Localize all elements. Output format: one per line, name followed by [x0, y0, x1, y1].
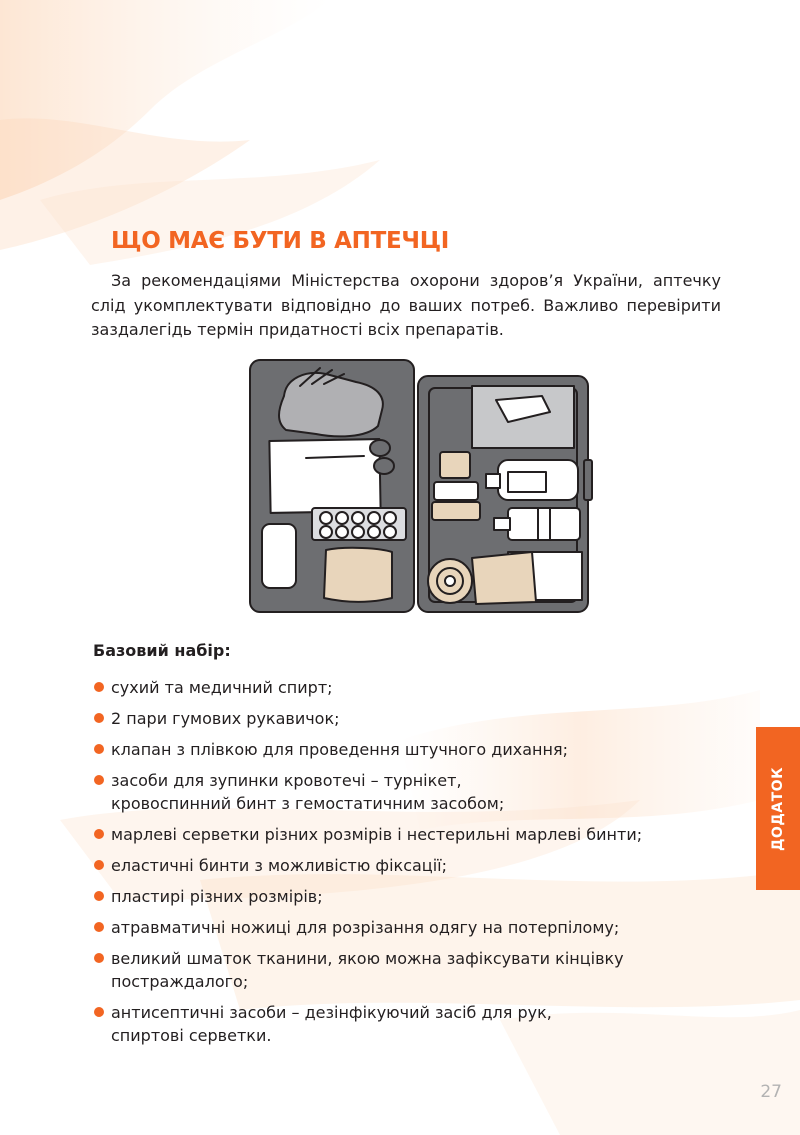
list-item [93, 947, 733, 993]
list-item-text: клапан з плівкою для проведення штучного дихання; [111, 740, 568, 759]
bullet-icon [94, 953, 104, 963]
list-item-text: великий шматок тканини, якою можна зафіксувати кінцівку [111, 949, 624, 968]
section-heading: ЩО МАЄ БУТИ В АПТЕЧЦІ [111, 228, 450, 254]
bullet-icon [94, 682, 104, 692]
list-item-text: кровоспинний бинт з гемостатичним засобом; [111, 794, 505, 813]
page-number: 27 [760, 1082, 782, 1102]
list-item [93, 885, 733, 908]
bullet-icon [94, 744, 104, 754]
bullet-icon [94, 713, 104, 723]
list-item-text: засоби для зупинки кровотечі – турнікет, [111, 771, 462, 790]
list-item-text: сухий та медичний спирт; [111, 678, 333, 697]
bullet-icon [94, 775, 104, 785]
list-item [93, 823, 733, 846]
bullet-icon [94, 891, 104, 901]
list-item-text: спиртові серветки. [111, 1026, 272, 1045]
bullet-icon [94, 1007, 104, 1017]
list-item [93, 676, 733, 699]
list-item-text: 2 пари гумових рукавичок; [111, 709, 340, 728]
list-item-text: атравматичні ножиці для розрізання одягу на потерпілому; [111, 918, 620, 937]
list-heading: Базовий набір: [93, 641, 231, 660]
list-item-text: постраждалого; [111, 972, 249, 991]
list-item [93, 707, 733, 730]
bullet-icon [94, 922, 104, 932]
list-item [93, 1001, 733, 1047]
appendix-side-tab [756, 727, 800, 890]
intro-paragraph: За рекомендаціями Міністерства охорони здоров’я України, аптечку слід укомплектувати відповідно до ваших потреб. Важливо перевірити заздалегідь термін придатності всіх препаратів. [91, 271, 721, 339]
list-item-text: еластичні бинти з можливістю фіксації; [111, 856, 447, 875]
list-item [93, 854, 733, 877]
list-item-text: пластирі різних розмірів; [111, 887, 323, 906]
list-item-text: марлеві серветки різних розмірів і нестерильні марлеві бинти; [111, 825, 643, 844]
list-item [93, 738, 733, 761]
list-item [93, 916, 733, 939]
bullet-icon [94, 829, 104, 839]
kit-item-list [93, 676, 733, 1055]
list-item [93, 769, 733, 815]
side-tab-label: ДОДАТОК [770, 766, 786, 851]
bullet-icon [94, 860, 104, 870]
first-aid-kit-illustration [246, 356, 598, 618]
list-item-text: антисептичні засоби – дезінфікуючий засіб для рук, [111, 1003, 552, 1022]
